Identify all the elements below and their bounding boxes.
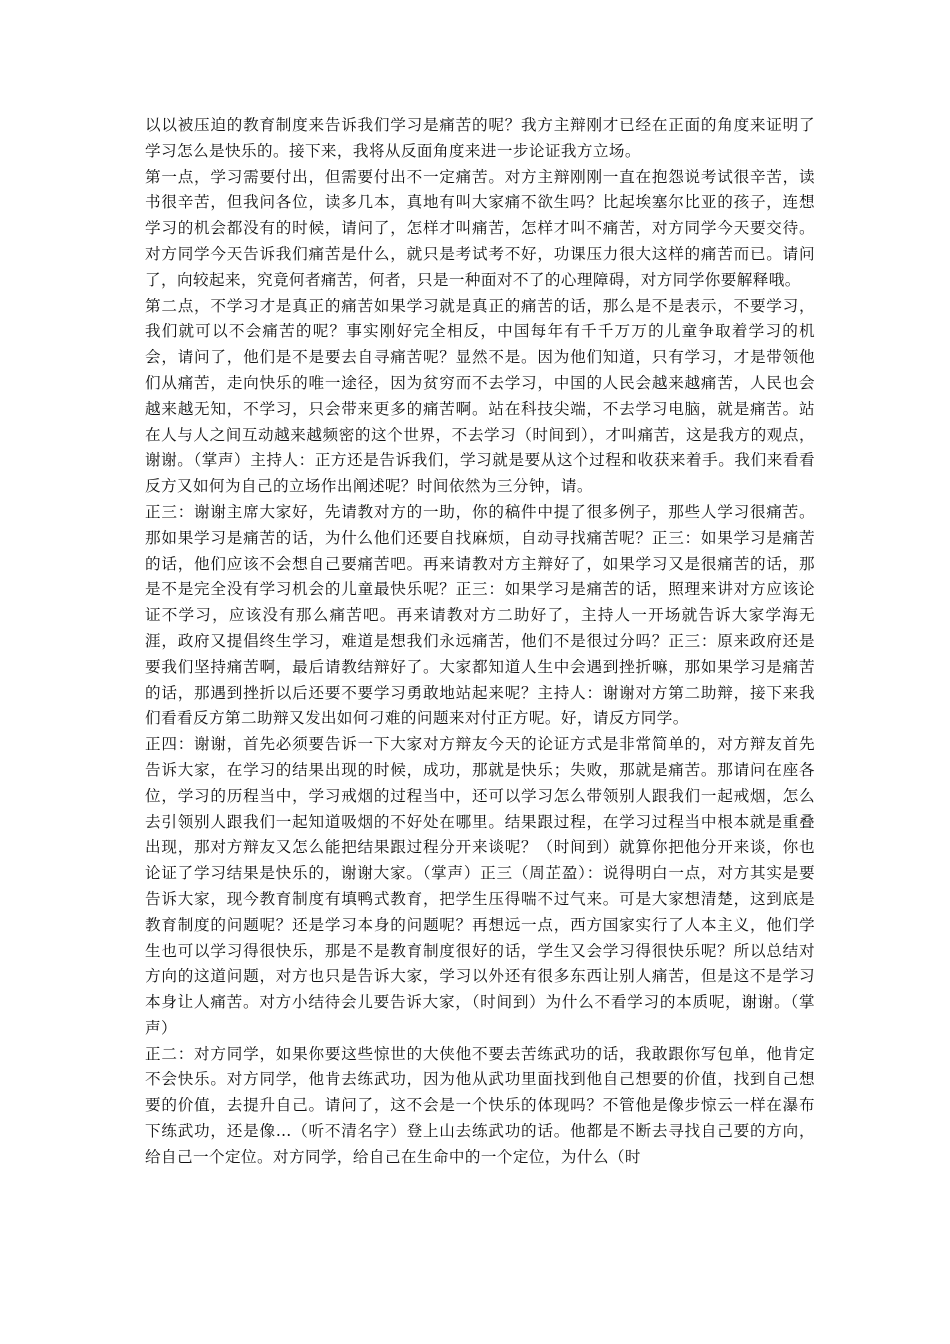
paragraph-4: 正三：谢谢主席大家好，先请教对方的一助，你的稿件中提了很多例子，那些人学习很痛苦。那如果学习是痛苦的话，为什么他们还要自找麻烦，自动寻找痛苦呢？正三：如果学习是痛苦的话，他们应该不会想自己要痛苦吧。再来请教对方主辩好了，如果学习又是很痛苦的话，那是不是完全没有学习机会的儿童最快乐呢？正三：如果学习是痛苦的话，照理来讲对方应该论证不学习，应该没有那么痛苦吧。再来请教对方二助好了，主持人一开场就告诉大家学海无涯，政府又提倡终生学习，难道是想我们永远痛苦，他们不是很过分吗？正三：原来政府还是要我们坚持痛苦啊，最后请教结辩好了。大家都知道人生中会遇到挫折嘛，那如果学习是痛苦的话，那遇到挫折以后还要不要学习勇敢地站起来呢？主持人：谢谢对方第二助辩，接下来我们看看反方第二助辩又发出如何刁难的问题来对付正方呢。好，请反方同学。	[145, 502, 815, 728]
paragraph-6: 正二：对方同学，如果你要这些惊世的大侠他不要去苦练武功的话，我敢跟你写包单，他肯定不会快乐。对方同学，他肯去练武功，因为他从武功里面找到他自己想要的价值，找到自己想要的价值，去提升自己。请问了，这不会是一个快乐的体现吗？不管他是像步惊云一样在瀑布下练武功，还是像…（听不清名字）登上山去练武功的话。他都是不断去寻找自己要的方向，给自己一个定位。对方同学，给自己在生命中的一个定位，为什么（时	[145, 1044, 815, 1166]
paragraph-2: 第一点，学习需要付出，但需要付出不一定痛苦。对方主辩刚刚一直在抱怨说考试很辛苦，读书很辛苦，但我问各位，读多几本，真地有叫大家痛不欲生吗？比起埃塞尔比亚的孩子，连想学习的机会都没有的时候，请问了，怎样才叫痛苦，怎样才叫不痛苦，对方同学今天要交待。对方同学今天告诉我们痛苦是什么，就只是考试考不好，功课压力很大这样的痛苦而已。请问了，向较起来，究竟何者痛苦，何者，只是一种面对不了的心理障碍，对方同学你要解释哦。	[145, 167, 815, 289]
paragraph-3: 第二点，不学习才是真正的痛苦如果学习就是真正的痛苦的话，那么是不是表示，不要学习，我们就可以不会痛苦的呢？事实刚好完全相反，中国每年有千千万万的儿童争取着学习的机会，请问了，他们是不是要去自寻痛苦呢？显然不是。因为他们知道，只有学习，才是带领他们从痛苦，走向快乐的唯一途径，因为贫穷而不去学习，中国的人民会越来越痛苦，人民也会越来越无知，不学习，只会带来更多的痛苦啊。站在科技尖端，不去学习电脑，就是痛苦。站在人与人之间互动越来越频密的这个世界，不去学习（时间到），才叫痛苦，这是我方的观点，谢谢。（掌声）主持人：正方还是告诉我们，学习就是要从这个过程和收获来着手。我们来看看反方又如何为自己的立场作出阐述呢？时间依然为三分钟，请。	[145, 296, 815, 496]
paragraph-1: 以以被压迫的教育制度来告诉我们学习是痛苦的呢？我方主辩刚才已经在正面的角度来证明了学习怎么是快乐的。接下来，我将从反面角度来进一步论证我方立场。	[145, 116, 815, 160]
document-body	[145, 113, 815, 1171]
paragraph-5: 正四：谢谢，首先必须要告诉一下大家对方辩友今天的论证方式是非常简单的，对方辩友首先告诉大家，在学习的结果出现的时候，成功，那就是快乐；失败，那就是痛苦。那请问在座各位，学习的历程当中，学习戒烟的过程当中，还可以学习怎么带领别人跟我们一起戒烟，怎么去引领别人跟我们一起知道吸烟的不好处在哪里。结果跟过程，在学习过程当中根本就是重叠出现，那对方辩友又怎么能把结果跟过程分开来谈呢？（时间到）就算你把他分开来谈，你也论证了学习结果是快乐的，谢谢大家。（掌声）正三（周芷盈）：说得明白一点，对方其实是要告诉大家，现今教育制度有填鸭式教育，把学生压得喘不过气来。可是大家想清楚，这到底是教育制度的问题呢？还是学习本身的问题呢？再想远一点，西方国家实行了人本主义，他们学生也可以学习得很快乐，那是不是教育制度很好的话，学生又会学习得很快乐呢？所以总结对方向的这道问题，对方也只是告诉大家，学习以外还有很多东西让别人痛苦，但是这不是学习本身让人痛苦。对方小结待会儿要告诉大家，（时间到）为什么不看学习的本质呢，谢谢。（掌声）	[145, 735, 815, 1037]
